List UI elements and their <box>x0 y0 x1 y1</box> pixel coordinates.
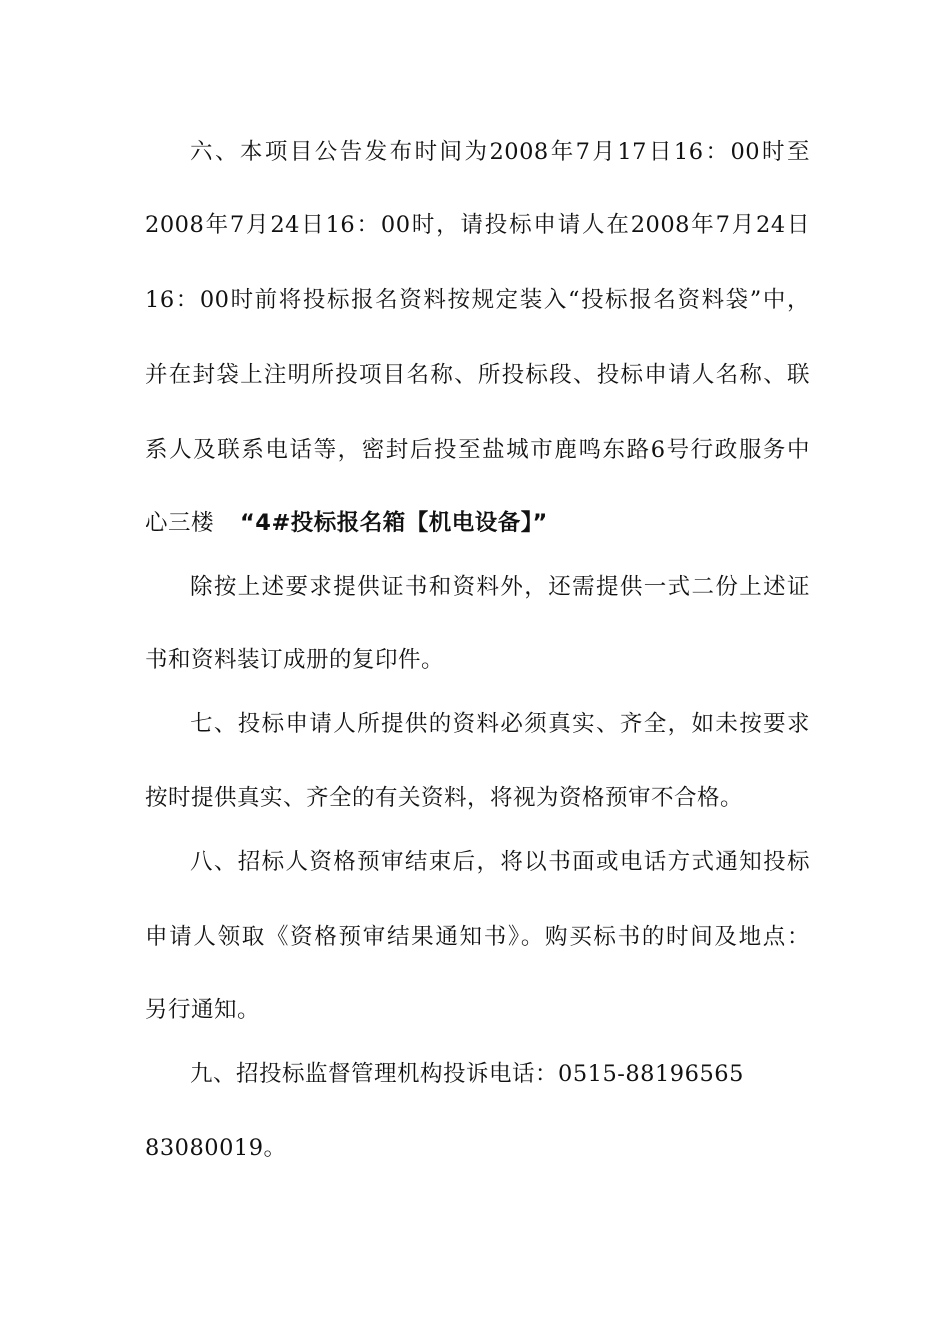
paragraph-6-line-3: 16：00时前将投标报名资料按规定装入“投标报名资料袋”中， <box>145 287 810 313</box>
paragraph-6-line-6 <box>145 503 810 543</box>
paragraph-6-line-5: 系人及联系电话等，密封后投至盐城市鹿鸣东路6号行政服务中 <box>145 437 810 463</box>
bid-box-label: “4#投标报名箱【机电设备】” <box>240 510 548 536</box>
paragraph-6-line-1: 六、本项目公告发布时间为2008年7月17日16：00时至 <box>190 139 810 165</box>
paragraph-8-line-1: 八、招标人资格预审结束后，将以书面或电话方式通知投标 <box>190 849 810 875</box>
paragraph-6-line-4: 并在封袋上注明所投项目名称、所投标段、投标申请人名称、联 <box>145 362 810 388</box>
location-text: 心三楼 <box>145 510 215 536</box>
certificate-note-line-2: 书和资料装订成册的复印件。 <box>145 647 445 673</box>
paragraph-9-line-2: 83080019。 <box>145 1135 287 1161</box>
certificate-note-line-1: 除按上述要求提供证书和资料外，还需提供一式二份上述证 <box>190 574 810 600</box>
paragraph-8-line-3: 另行通知。 <box>145 997 261 1023</box>
paragraph-7-line-2: 按时提供真实、齐全的有关资料，将视为资格预审不合格。 <box>145 785 744 811</box>
paragraph-6-line-2: 2008年7月24日16：00时，请投标申请人在2008年7月24日 <box>145 212 810 238</box>
paragraph-8-line-2: 申请人领取《资格预审结果通知书》。购买标书的时间及地点： <box>145 924 810 950</box>
paragraph-9-line-1: 九、招投标监督管理机构投诉电话：0515-88196565 <box>190 1061 744 1087</box>
paragraph-7-line-1: 七、投标申请人所提供的资料必须真实、齐全，如未按要求 <box>190 711 810 737</box>
